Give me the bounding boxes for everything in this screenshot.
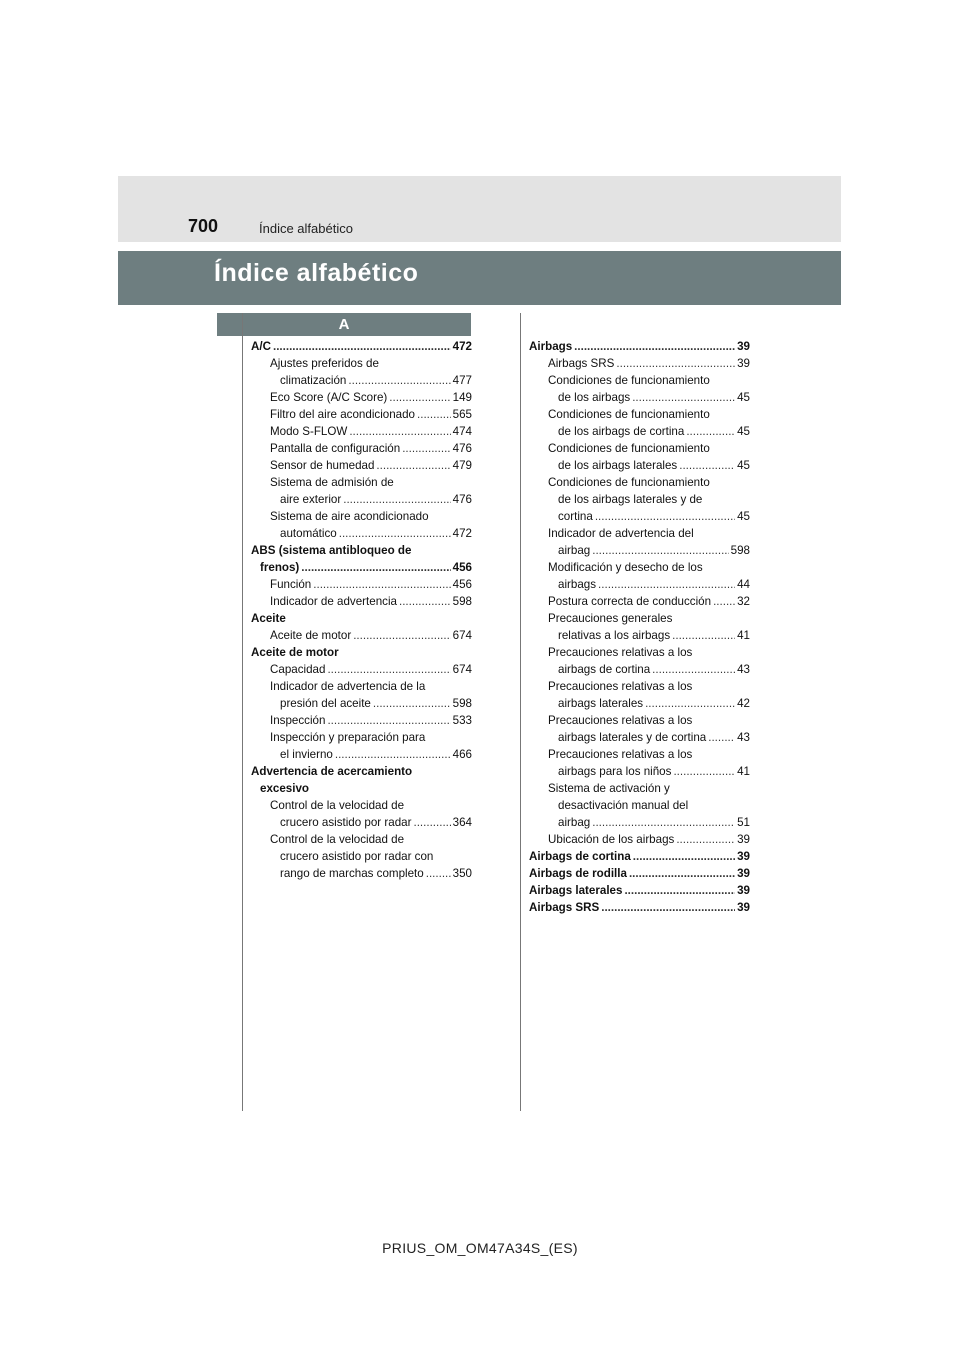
index-entry-text: Aceite (251, 612, 286, 625)
dot-leader (343, 491, 450, 508)
index-entry (251, 542, 472, 559)
index-entry-page: 39 (737, 340, 750, 353)
index-entry-page: 39 (737, 867, 750, 880)
index-entry-text: el invierno (280, 748, 333, 761)
index-entry-text: Sistema de admisión de (270, 476, 394, 489)
index-entry (529, 508, 750, 525)
index-entry-text: Función (270, 578, 312, 591)
index-entry-text: Airbags laterales (529, 884, 623, 897)
index-entry-page: 456 (452, 561, 472, 574)
index-entry (251, 729, 472, 746)
index-entry (251, 491, 472, 508)
index-entry (251, 559, 472, 576)
dot-leader (426, 865, 451, 882)
index-entry-text: Inspección (270, 714, 326, 727)
index-entry (529, 440, 750, 457)
index-entry-page: 474 (452, 425, 472, 438)
dot-leader (673, 763, 735, 780)
index-entry (529, 389, 750, 406)
index-entry-page: 565 (452, 408, 472, 421)
index-entry (251, 372, 472, 389)
index-entry (529, 406, 750, 423)
index-entry (529, 780, 750, 797)
index-entry (251, 763, 472, 780)
index-entry-page: 598 (730, 544, 750, 557)
index-entry-text: de los airbags laterales y de (558, 493, 703, 506)
index-entry-text: Aceite de motor (270, 629, 352, 642)
dot-leader (592, 542, 728, 559)
index-entry-text: Precauciones relativas a los (548, 748, 693, 761)
index-entry (529, 763, 750, 780)
index-entry-page: 472 (452, 527, 472, 540)
index-entry-text: Capacidad (270, 663, 326, 676)
index-entry-page: 39 (737, 850, 750, 863)
index-entry (251, 440, 472, 457)
index-entry-page: 41 (737, 629, 750, 642)
dot-leader (389, 389, 450, 406)
index-entry-text: airbags (558, 578, 597, 591)
dot-leader (686, 423, 735, 440)
index-entry (529, 525, 750, 542)
index-entry-text: Precauciones relativas a los (548, 646, 693, 659)
index-entry-text: crucero asistido por radar (280, 816, 412, 829)
dot-leader (616, 355, 735, 372)
dot-leader (402, 440, 450, 457)
page-number: 700 (188, 216, 219, 236)
index-entry-page: 477 (452, 374, 472, 387)
dot-leader (417, 406, 451, 423)
index-entry (529, 593, 750, 610)
index-entry-text: Airbags SRS (548, 357, 615, 370)
index-entry (251, 508, 472, 525)
dot-leader (676, 831, 735, 848)
index-entry-text: Advertencia de acercamiento (251, 765, 413, 778)
header-band (118, 176, 841, 242)
index-entry-page: 466 (452, 748, 472, 761)
page-title: Índice alfabético (214, 259, 419, 287)
index-entry-page: 479 (452, 459, 472, 472)
index-entry (529, 831, 750, 848)
index-entry (251, 576, 472, 593)
index-entry-page: 149 (452, 391, 472, 404)
index-entry-text: Control de la velocidad de (270, 799, 405, 812)
index-entry-page: 598 (452, 697, 472, 710)
dot-leader (652, 661, 735, 678)
index-entry-page: 476 (452, 442, 472, 455)
header-section-title: Índice alfabético (259, 221, 353, 236)
index-entry-page: 39 (737, 901, 750, 914)
dot-leader (645, 695, 735, 712)
index-entry (251, 865, 472, 882)
index-entry-text: Sensor de humedad (270, 459, 375, 472)
index-entry-page: 44 (737, 578, 750, 591)
index-entry (251, 695, 472, 712)
index-entry-text: airbags de cortina (558, 663, 651, 676)
dot-leader (679, 457, 735, 474)
dot-leader (595, 508, 735, 525)
index-entry-text: de los airbags de cortina (558, 425, 685, 438)
index-entry-text: Sistema de activación y (548, 782, 670, 795)
index-entry (529, 746, 750, 763)
index-entry-text: Aceite de motor (251, 646, 339, 659)
index-entry-text: aire exterior (280, 493, 342, 506)
index-entry-text: A/C (251, 340, 271, 353)
dot-leader (632, 389, 735, 406)
index-entry-text: Ubicación de los airbags (548, 833, 675, 846)
letter-section-header: A (217, 313, 471, 336)
dot-leader (327, 661, 450, 678)
index-entry-page: 364 (452, 816, 472, 829)
index-entry-page: 674 (452, 629, 472, 642)
dot-leader (273, 338, 451, 355)
dot-leader (373, 695, 451, 712)
index-entry-text: presión del aceite (280, 697, 371, 710)
index-entry (251, 338, 472, 355)
index-entry (251, 627, 472, 644)
index-entry-text: Precauciones generales (548, 612, 673, 625)
dot-leader (624, 882, 735, 899)
index-entry-page: 350 (452, 867, 472, 880)
index-entry-text: Control de la velocidad de (270, 833, 405, 846)
index-entry (529, 610, 750, 627)
index-entry-text: Precauciones relativas a los (548, 714, 693, 727)
index-entry-page: 472 (452, 340, 472, 353)
index-entry-text: de los airbags laterales (558, 459, 678, 472)
document-code: PRIUS_OM_OM47A34S_(ES) (382, 1240, 578, 1256)
index-entry (251, 848, 472, 865)
index-entry (529, 542, 750, 559)
dot-leader (327, 712, 450, 729)
index-entry-page: 39 (737, 884, 750, 897)
index-entry (251, 712, 472, 729)
index-entry (529, 338, 750, 355)
index-entry-page: 598 (452, 595, 472, 608)
index-entry-text: Airbags de cortina (529, 850, 631, 863)
index-entry (251, 474, 472, 491)
index-entry (251, 610, 472, 627)
index-entry-text: Precauciones relativas a los (548, 680, 693, 693)
index-entry (251, 355, 472, 372)
index-entry-page: 45 (737, 391, 750, 404)
index-entry (251, 644, 472, 661)
index-entry-page: 41 (737, 765, 750, 778)
index-entry-text: Postura correcta de conducción (548, 595, 712, 608)
index-entry (251, 831, 472, 848)
index-entry-text: airbags para los niños (558, 765, 672, 778)
dot-leader (574, 338, 735, 355)
index-entry-page: 476 (452, 493, 472, 506)
index-entry (251, 457, 472, 474)
dot-leader (598, 576, 735, 593)
dot-leader (348, 372, 450, 389)
index-entry-text: Indicador de advertencia (270, 595, 397, 608)
index-entry-page: 51 (737, 816, 750, 829)
index-entry (529, 423, 750, 440)
index-entry-text: airbag (558, 544, 591, 557)
index-entry (529, 865, 750, 882)
index-entry-text: climatización (280, 374, 347, 387)
index-entry (529, 627, 750, 644)
index-entry (529, 712, 750, 729)
index-entry-text: Condiciones de funcionamiento (548, 374, 710, 387)
index-entry-text: Ajustes preferidos de (270, 357, 379, 370)
index-entry (251, 593, 472, 610)
index-entry-text: relativas a los airbags (558, 629, 671, 642)
index-entry-text: Pantalla de configuración (270, 442, 401, 455)
index-entry-page: 42 (737, 697, 750, 710)
index-entry (251, 525, 472, 542)
index-entry-text: Airbags (529, 340, 573, 353)
index-entry (529, 695, 750, 712)
column-divider-middle (520, 313, 521, 1111)
index-entry-text: Inspección y preparación para (270, 731, 426, 744)
index-entry (251, 797, 472, 814)
dot-leader (335, 746, 451, 763)
index-entry-text: Indicador de advertencia de la (270, 680, 426, 693)
dot-leader (376, 457, 450, 474)
dot-leader (413, 814, 450, 831)
index-entry-page: 39 (737, 357, 750, 370)
index-entry (529, 559, 750, 576)
index-entry (529, 644, 750, 661)
dot-leader (349, 423, 450, 440)
dot-leader (339, 525, 451, 542)
index-entry-text: frenos) (260, 561, 300, 574)
index-entry-page: 43 (737, 731, 750, 744)
index-entry-text: airbags laterales (558, 697, 644, 710)
dot-leader (708, 729, 735, 746)
index-entry (251, 406, 472, 423)
index-entry (529, 814, 750, 831)
index-entry-text: cortina (558, 510, 593, 523)
index-entry (529, 661, 750, 678)
index-entry-text: crucero asistido por radar con (280, 850, 434, 863)
index-entry-text: excesivo (260, 782, 309, 795)
index-entry-text: Airbags SRS (529, 901, 600, 914)
index-entry (529, 355, 750, 372)
index-entry-text: Condiciones de funcionamiento (548, 442, 710, 455)
dot-leader (313, 576, 450, 593)
index-entry (529, 848, 750, 865)
index-entry (529, 678, 750, 695)
index-entry (251, 678, 472, 695)
index-column-left (251, 338, 472, 882)
index-entry-page: 674 (452, 663, 472, 676)
index-entry-text: Condiciones de funcionamiento (548, 408, 710, 421)
index-entry (529, 491, 750, 508)
index-entry-text: Condiciones de funcionamiento (548, 476, 710, 489)
index-entry-page: 43 (737, 663, 750, 676)
index-entry-text: airbag (558, 816, 591, 829)
dot-leader (301, 559, 450, 576)
dot-leader (713, 593, 735, 610)
dot-leader (633, 848, 735, 865)
index-entry (529, 797, 750, 814)
index-entry-page: 32 (737, 595, 750, 608)
index-entry (529, 899, 750, 916)
index-entry-page: 45 (737, 459, 750, 472)
index-entry-page: 456 (452, 578, 472, 591)
index-entry-text: ABS (sistema antibloqueo de (251, 544, 412, 557)
index-entry-text: Sistema de aire acondicionado (270, 510, 429, 523)
index-entry (251, 389, 472, 406)
index-entry (529, 729, 750, 746)
index-entry (251, 814, 472, 831)
dot-leader (353, 627, 450, 644)
index-entry (529, 372, 750, 389)
index-entry-text: Indicador de advertencia del (548, 527, 694, 540)
index-entry-text: Modificación y desecho de los (548, 561, 703, 574)
dot-leader (672, 627, 735, 644)
index-entry (251, 746, 472, 763)
index-entry-page: 45 (737, 425, 750, 438)
index-entry (529, 576, 750, 593)
index-column-right (529, 338, 750, 916)
index-entry-text: automático (280, 527, 337, 540)
index-entry-text: Eco Score (A/C Score) (270, 391, 388, 404)
index-entry (251, 423, 472, 440)
index-entry (251, 780, 472, 797)
index-entry (529, 457, 750, 474)
index-entry-text: Filtro del aire acondicionado (270, 408, 416, 421)
index-entry-text: Airbags de rodilla (529, 867, 627, 880)
index-entry-page: 45 (737, 510, 750, 523)
dot-leader (601, 899, 735, 916)
column-divider-left (242, 313, 243, 1111)
index-entry (251, 661, 472, 678)
index-entry-text: airbags laterales y de cortina (558, 731, 707, 744)
index-entry (529, 882, 750, 899)
index-entry-text: Modo S-FLOW (270, 425, 348, 438)
index-entry-text: de los airbags (558, 391, 631, 404)
dot-leader (399, 593, 451, 610)
dot-leader (592, 814, 735, 831)
index-entry-text: rango de marchas completo (280, 867, 424, 880)
index-entry (529, 474, 750, 491)
index-entry-page: 39 (737, 833, 750, 846)
dot-leader (629, 865, 735, 882)
index-entry-text: desactivación manual del (558, 799, 689, 812)
index-entry-page: 533 (452, 714, 472, 727)
